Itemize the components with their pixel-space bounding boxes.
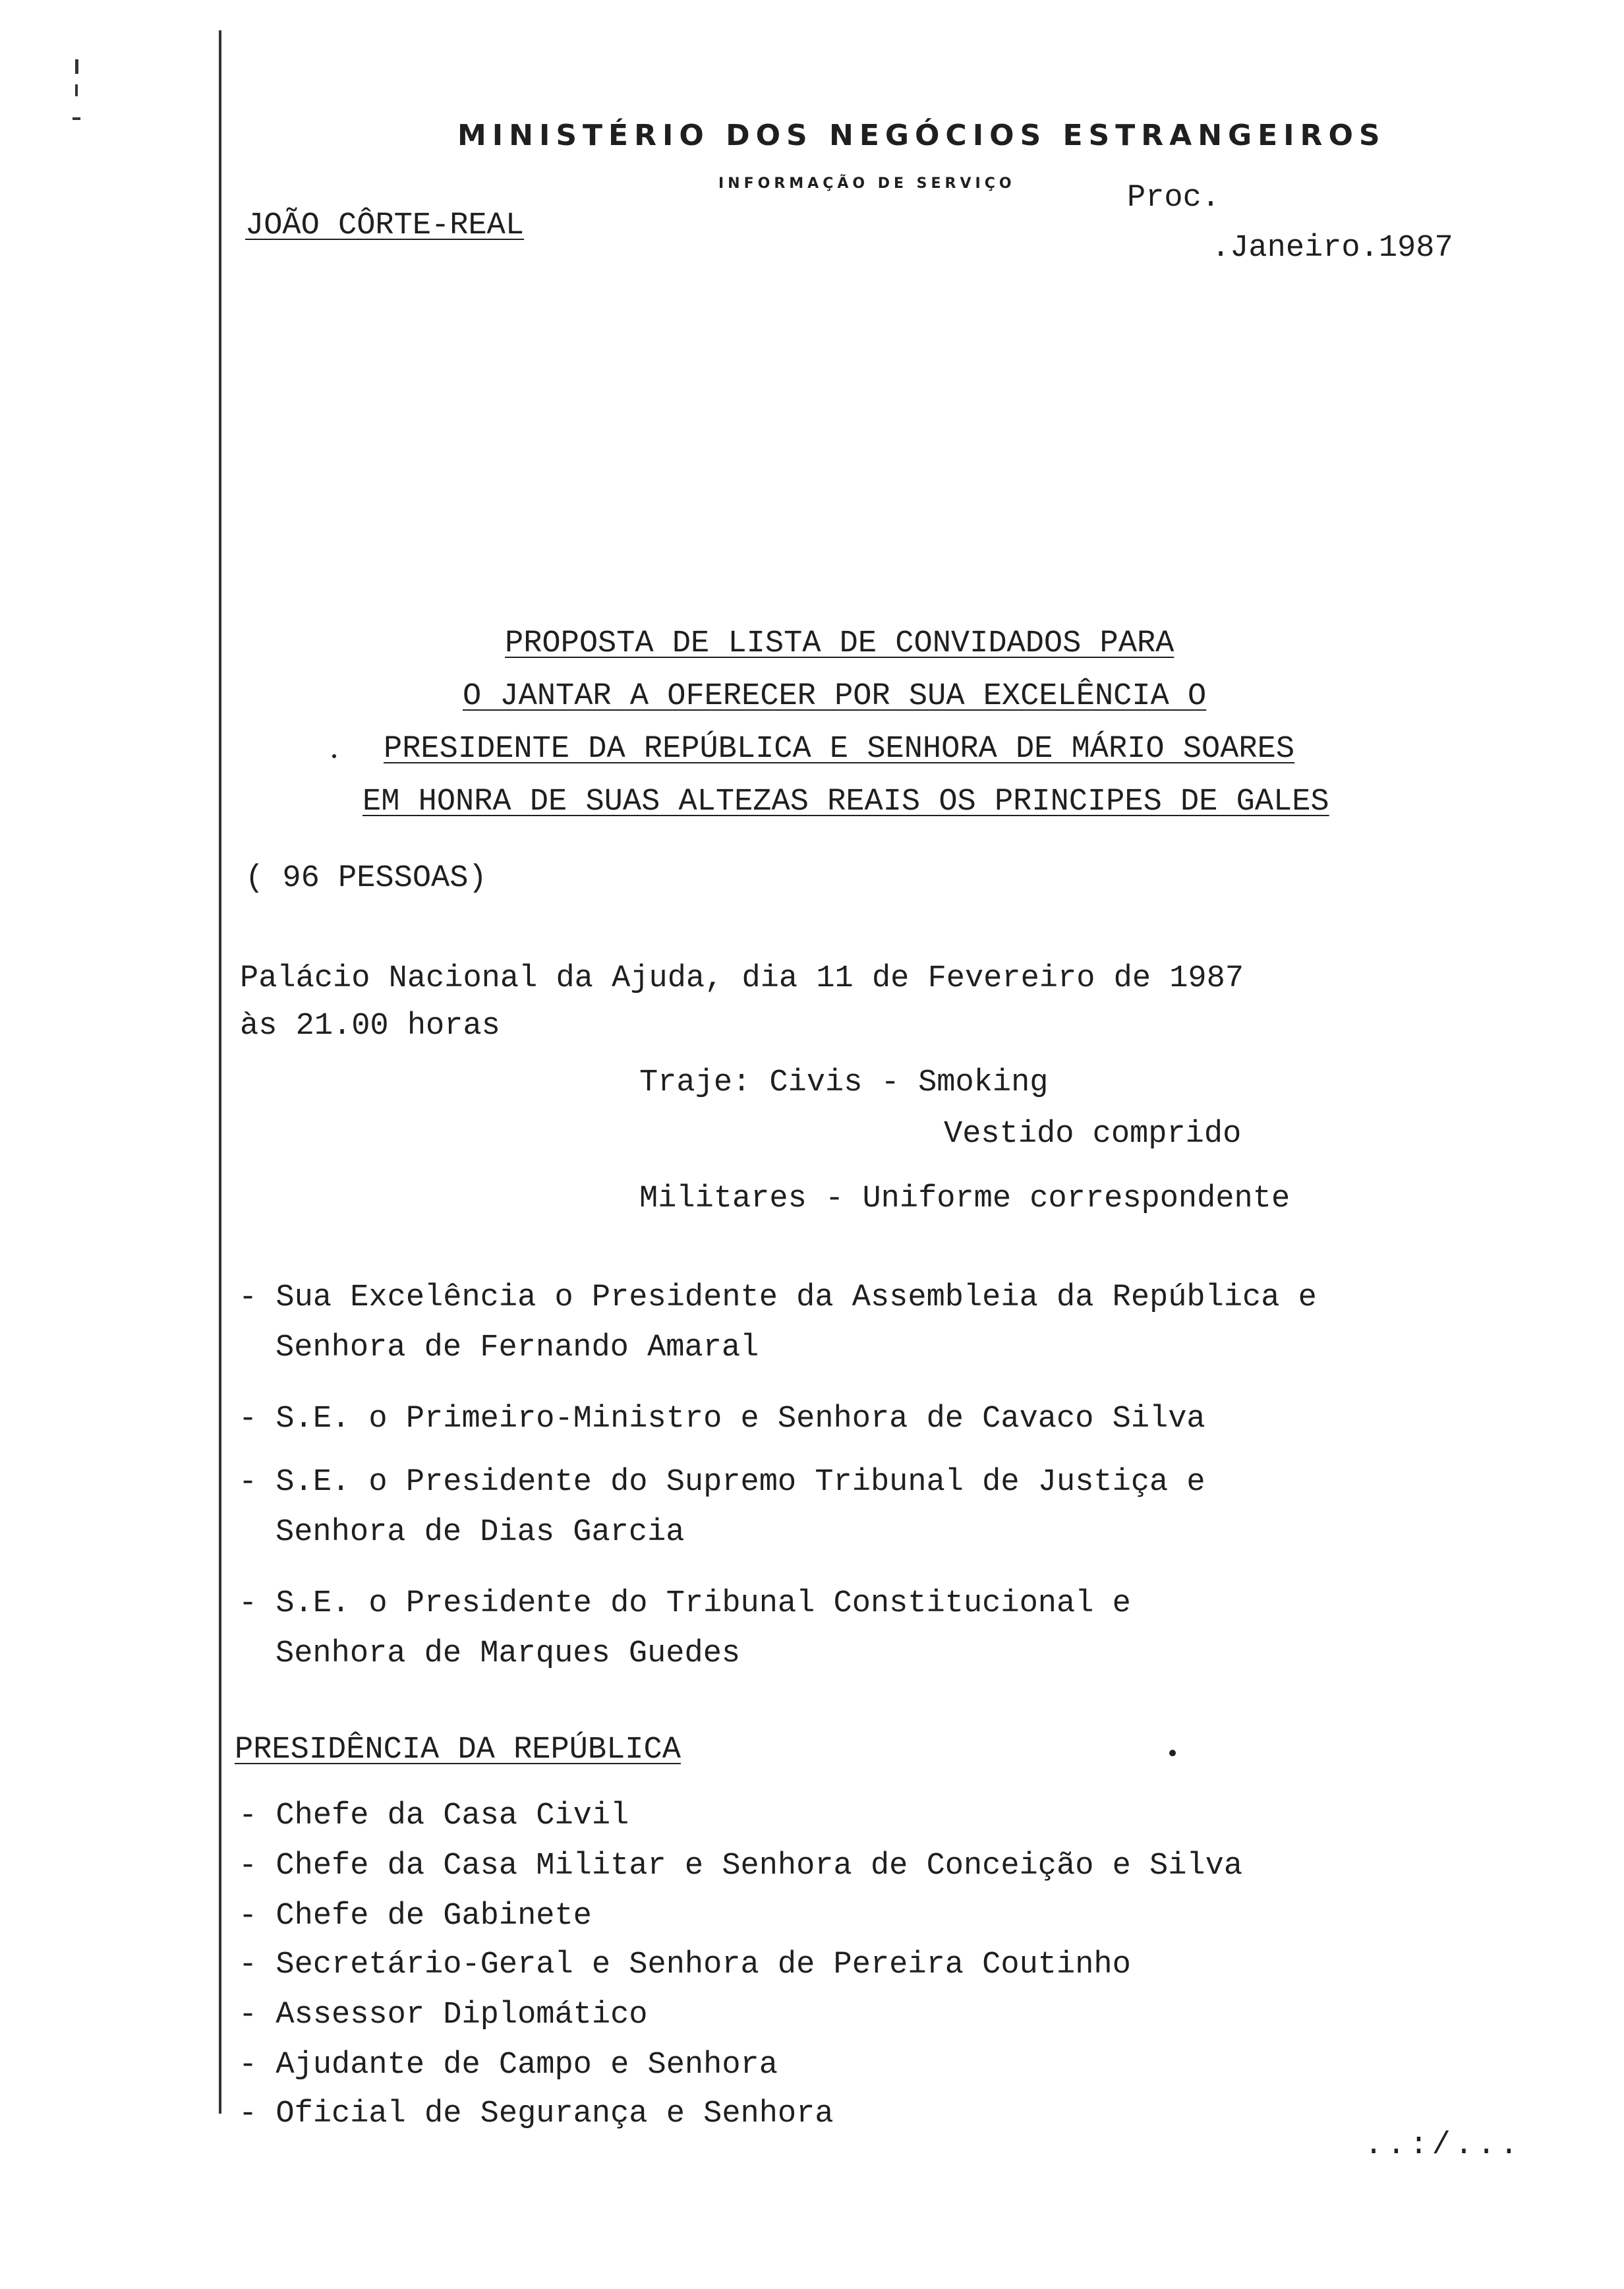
presidency-item: - Ajudante de Campo e Senhora: [239, 2048, 778, 2083]
guest-entry: - S.E. o Presidente do Tribunal Constitucional e: [239, 1586, 1131, 1621]
bullet-dot: [1169, 1750, 1176, 1756]
sender-name: JOÃO CÔRTE-REAL: [245, 208, 525, 243]
guest-entry: - Sua Excelência o Presidente da Assembleia da República e: [239, 1280, 1317, 1315]
section-heading-presidency: PRESIDÊNCIA DA REPÚBLICA: [235, 1733, 681, 1768]
guest-entry-continuation: Senhora de Dias Garcia: [276, 1515, 685, 1550]
edge-mark: [75, 59, 78, 74]
edge-mark: [75, 84, 78, 96]
guest-entry: - S.E. o Presidente do Supremo Tribunal de Justiça e: [239, 1465, 1205, 1500]
title-line: PRESIDENTE DA REPÚBLICA E SENHORA DE MÁRIO SOARES: [384, 732, 1295, 767]
guest-entry-continuation: Senhora de Marques Guedes: [276, 1636, 741, 1671]
guest-entry-continuation: Senhora de Fernando Amaral: [276, 1330, 759, 1365]
time-line: às 21.00 horas: [240, 1009, 500, 1044]
dress-code-civil-ladies: Vestido comprido: [944, 1117, 1242, 1152]
presidency-item: - Chefe da Casa Militar e Senhora de Conceição e Silva: [239, 1849, 1243, 1884]
service-subheading: INFORMAÇÃO DE SERVIÇO: [718, 175, 1016, 192]
proc-label: Proc.: [1127, 181, 1221, 216]
title-line: EM HONRA DE SUAS ALTEZAS REAIS OS PRINCIPES DE GALES: [362, 785, 1329, 819]
dress-code-military: Militares - Uniforme correspondente: [639, 1181, 1290, 1216]
presidency-item: - Oficial de Segurança e Senhora: [239, 2096, 834, 2131]
title-line: PROPOSTA DE LISTA DE CONVIDADOS PARA: [505, 626, 1174, 661]
ministry-heading: MINISTÉRIO DOS NEGÓCIOS ESTRANGEIROS: [457, 119, 1386, 152]
presidency-item: - Assessor Diplomático: [239, 1998, 648, 2033]
dress-code-civil: Traje: Civis - Smoking: [639, 1065, 1049, 1100]
edge-mark: [72, 117, 80, 120]
bullet-dot: [332, 754, 336, 758]
document-date: .Janeiro.1987: [1211, 231, 1453, 266]
presidency-item: - Chefe da Casa Civil: [239, 1798, 629, 1833]
left-margin-rule: [219, 30, 221, 2114]
guest-count: ( 96 PESSOAS): [245, 861, 487, 896]
venue-line: Palácio Nacional da Ajuda, dia 11 de Fevereiro de 1987: [240, 961, 1244, 996]
title-line: O JANTAR A OFERECER POR SUA EXCELÊNCIA O: [463, 679, 1207, 714]
guest-entry: - S.E. o Primeiro-Ministro e Senhora de Cavaco Silva: [239, 1402, 1205, 1437]
continuation-mark: ..:/...: [1364, 2128, 1522, 2163]
presidency-item: - Secretário-Geral e Senhora de Pereira Coutinho: [239, 1947, 1131, 1982]
presidency-item: - Chefe de Gabinete: [239, 1899, 592, 1934]
